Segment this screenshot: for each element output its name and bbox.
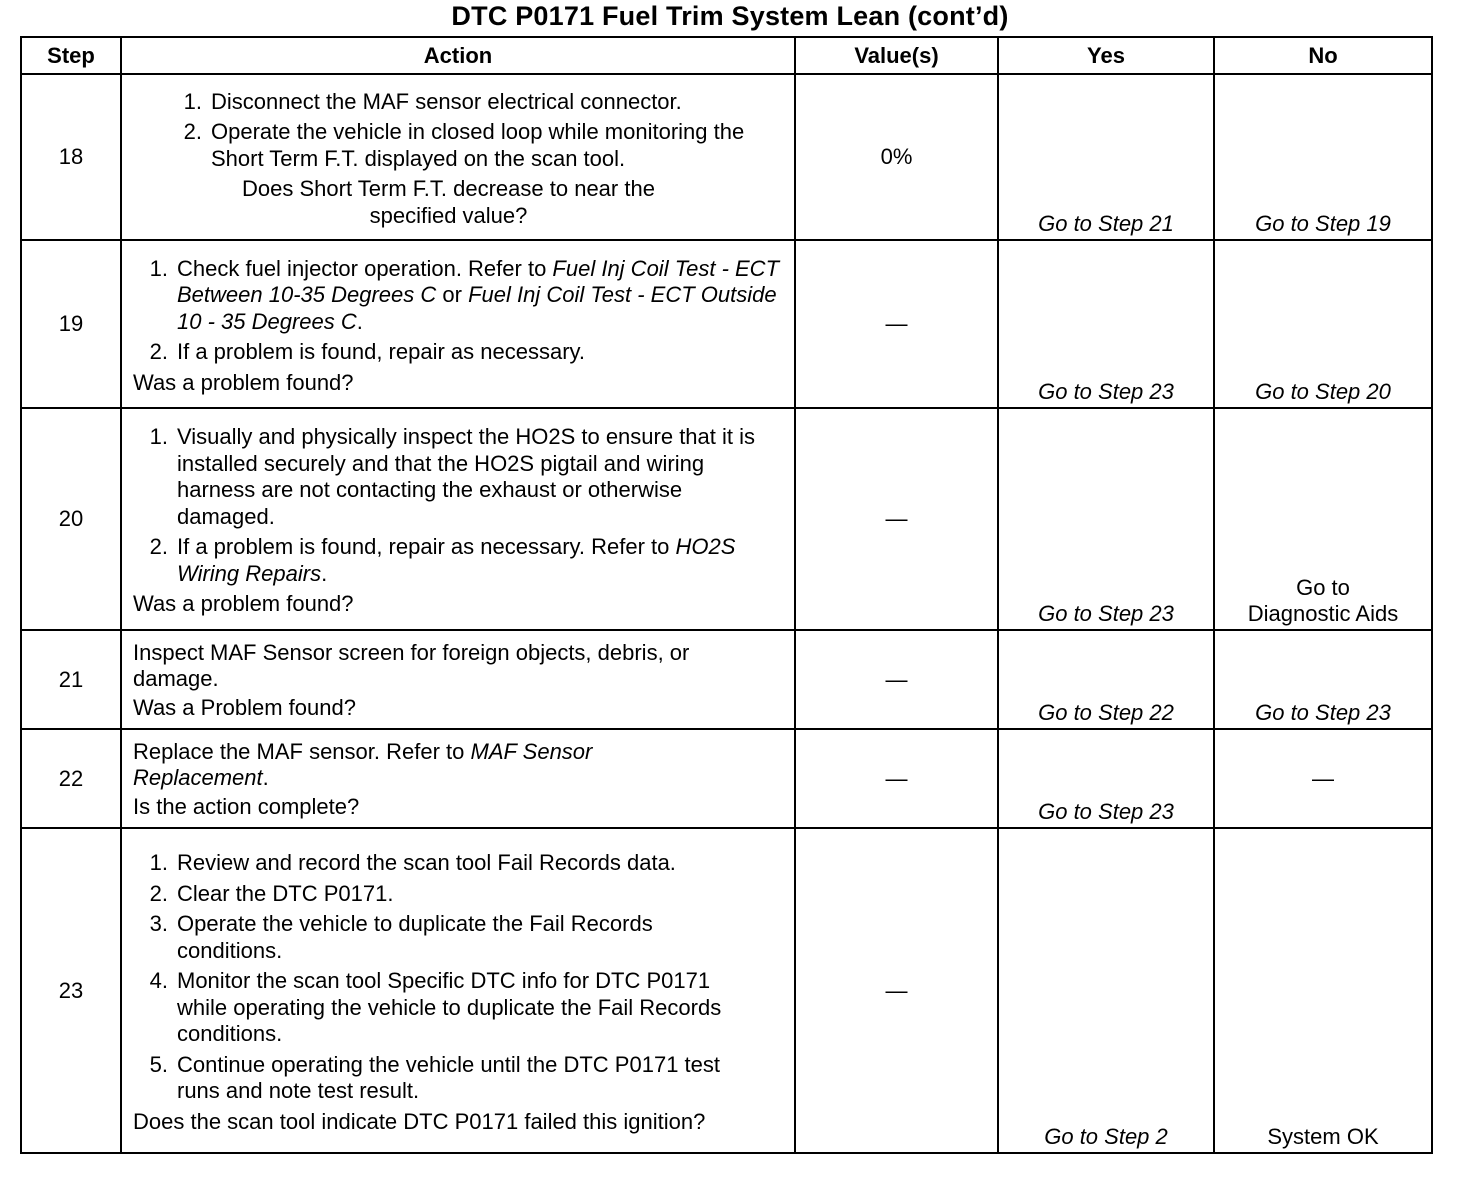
action-item: 2. If a problem is found, repair as necessary.: [149, 339, 586, 365]
diagnostic-table: [20, 36, 1433, 1154]
no-cell: [1214, 408, 1432, 630]
header-yes: Yes: [998, 37, 1214, 74]
action-question: Does the scan tool indicate DTC P0171 failed this ignition?: [133, 1108, 706, 1134]
step-number: 19: [21, 240, 121, 408]
no-cell: Go to Step 23: [1214, 630, 1432, 729]
yes-cell: Go to Step 23: [998, 408, 1214, 630]
table-row: [21, 408, 1432, 630]
yes-cell: Go to Step 23: [998, 240, 1214, 408]
no-cell: Go to Step 20: [1214, 240, 1432, 408]
action-item: 2. If a problem is found, repair as necessary. Refer to HO2S Wiring Repairs.: [149, 534, 736, 586]
reference-link: HO2S Wiring Repairs: [177, 534, 736, 586]
header-action: Action: [121, 37, 795, 74]
page-title: DTC P0171 Fuel Trim System Lean (cont’d): [451, 1, 1009, 31]
yes-cell: Go to Step 2: [998, 828, 1214, 1153]
yes-cell: Go to Step 23: [998, 729, 1214, 828]
action-question: Was a problem found?: [133, 591, 354, 617]
no-line-2: Diagnostic Aids: [1247, 601, 1399, 626]
action-cell: [121, 408, 795, 630]
value-cell: —: [795, 729, 998, 828]
action-cell: [121, 828, 795, 1153]
table-row: [21, 74, 1432, 240]
action-question: Was a problem found?: [133, 369, 354, 395]
action-cell: [121, 630, 795, 729]
table-row: [21, 828, 1432, 1153]
action-cell: [121, 74, 795, 240]
table-row: [21, 240, 1432, 408]
action-item: 5. Continue operating the vehicle until the DTC P0171 test runs and note test result.: [149, 1051, 720, 1103]
no-cell: —: [1214, 729, 1432, 828]
action-question: Is the action complete?: [133, 793, 360, 819]
action-item: 1. Review and record the scan tool Fail Records data.: [149, 850, 676, 875]
no-line-1: Go to: [1296, 575, 1350, 600]
action-question: Was a Problem found?: [133, 694, 356, 720]
step-number: 21: [21, 630, 121, 729]
table-row: [21, 729, 1432, 828]
action-cell: [121, 729, 795, 828]
reference-link: Fuel Inj Coil Test - ECT Outside 10 - 35 Degrees C: [177, 282, 777, 334]
step-number: 22: [21, 729, 121, 828]
value-cell: —: [795, 240, 998, 408]
value-cell: —: [795, 408, 998, 630]
action-cell: [121, 240, 795, 408]
action-text: Replace the MAF sensor. Refer to MAF Sensor Replacement.: [133, 738, 593, 791]
step-number: 18: [21, 74, 121, 240]
header-step: Step: [21, 37, 121, 74]
action-item: 2. Clear the DTC P0171.: [149, 880, 394, 906]
action-item: 3. Operate the vehicle to duplicate the Fail Records conditions.: [149, 911, 653, 963]
table-row: [21, 630, 1432, 729]
action-item: 4. Monitor the scan tool Specific DTC info for DTC P0171 while operating the vehicle to duplicate the Fail Records conditions.: [149, 968, 722, 1046]
header-no: No: [1214, 37, 1432, 74]
reference-link: MAF Sensor Replacement: [133, 738, 593, 791]
header-row: [21, 37, 1432, 74]
action-item: 1. Check fuel injector operation. Refer to Fuel Inj Coil Test - ECT Between 10-35 Degrees C or Fuel Inj Coil Test - ECT Outside 10 - 35 Degrees C.: [149, 255, 780, 334]
yes-cell: Go to Step 21: [998, 74, 1214, 240]
yes-cell: Go to Step 22: [998, 630, 1214, 729]
step-number: 23: [21, 828, 121, 1153]
action-item: 1. Disconnect the MAF sensor electrical connector.: [183, 88, 682, 114]
reference-link: Fuel Inj Coil Test - ECT Between 10-35 Degrees C: [177, 255, 780, 308]
action-text: Inspect MAF Sensor screen for foreign objects, debris, or damage.: [133, 639, 690, 692]
value-cell: 0%: [795, 74, 998, 240]
no-cell: Go to Step 19: [1214, 74, 1432, 240]
action-question: Does Short Term F.T. decrease to near the specified value?: [242, 176, 655, 228]
value-cell: —: [795, 828, 998, 1153]
action-item: 2. Operate the vehicle in closed loop while monitoring the Short Term F.T. displayed on the scan tool.: [183, 119, 745, 171]
step-number: 20: [21, 408, 121, 630]
value-cell: —: [795, 630, 998, 729]
action-item: 1. Visually and physically inspect the HO2S to ensure that it is installed securely and that the HO2S pigtail and wiring harness are not contacting the exhaust or otherwise damaged.: [149, 424, 756, 529]
no-cell: System OK: [1214, 828, 1432, 1153]
header-values: Value(s): [795, 37, 998, 74]
